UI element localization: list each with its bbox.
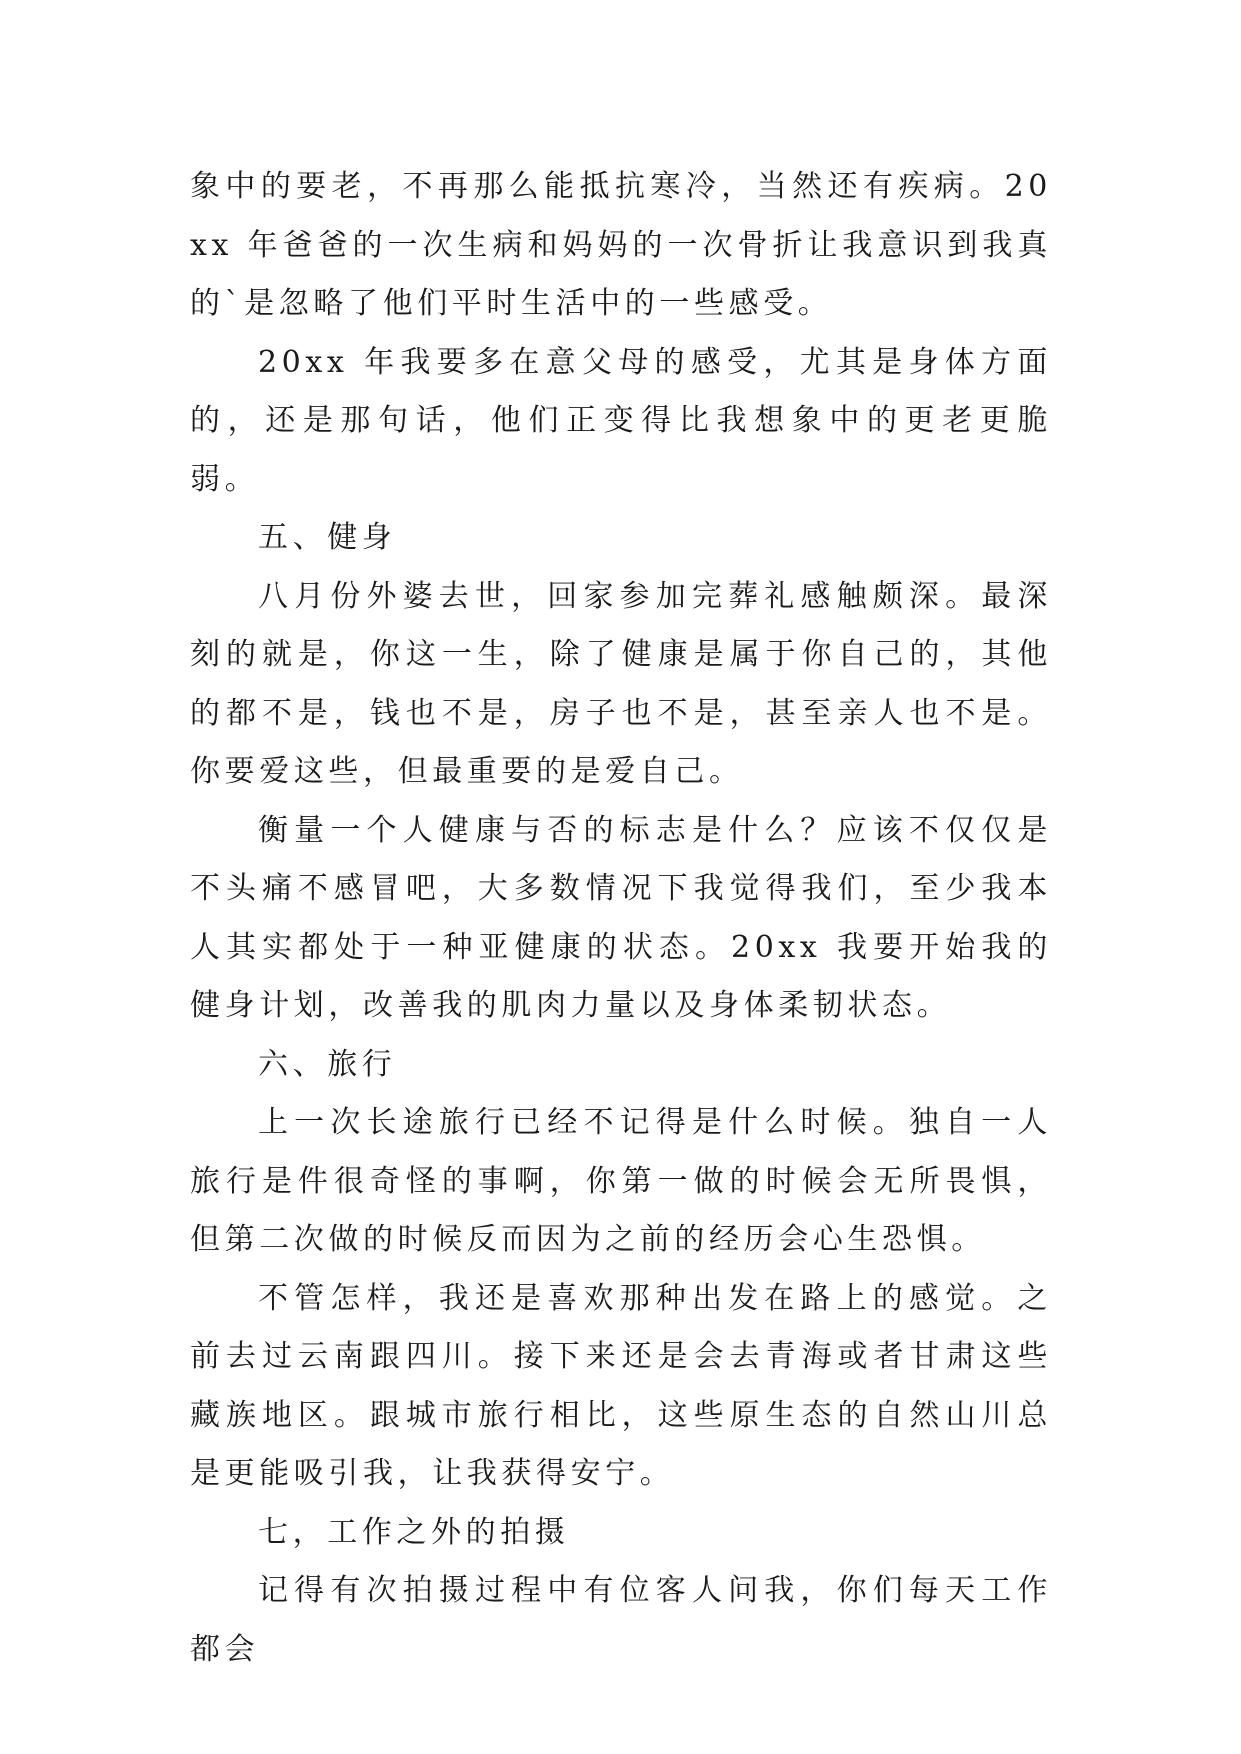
- paragraph-travel-plan: 不管怎样，我还是喜欢那种出发在路上的感觉。之前去过云南跟四川。接下来还是会去青海或者甘肃这些藏族地区。跟城市旅行相比，这些原生态的自然山川总是更能吸引我，让我获得安宁。: [190, 1280, 1052, 1491]
- section-heading-photography: 七，工作之外的拍摄: [258, 1514, 570, 1550]
- section-heading-travel: 六、旅行: [258, 1046, 397, 1082]
- section-heading-fitness: 五、健身: [258, 520, 397, 555]
- document-body: [190, 158, 1052, 1679]
- paragraph-fitness-plan: 衡量一个人健康与否的标志是什么？应该不仅仅是不头痛不感冒吧，大多数情况下我觉得我们，至少我本人其实都处于一种亚健康的状态。20xx 我要开始我的健身计划，改善我的肌肉力量以及身体柔韧状态。: [190, 812, 1052, 1023]
- paragraph-fitness-reflection: 八月份外婆去世，回家参加完葬礼感触颇深。最深刻的就是，你这一生，除了健康是属于你自己的，其他的都不是，钱也不是，房子也不是，甚至亲人也不是。你要爱这些，但最重要的是爱自己。: [190, 578, 1052, 789]
- paragraph-parents-care: 20xx 年我要多在意父母的感受，尤其是身体方面的，还是那句话，他们正变得比我想象中的更老更脆弱。: [190, 344, 1052, 497]
- paragraph-photography-intro: 记得有次拍摄过程中有位客人问我，你们每天工作都会: [190, 1573, 1052, 1667]
- paragraph-travel-memory: 上一次长途旅行已经不记得是什么时候。独自一人旅行是件很奇怪的事啊，你第一做的时候会无所畏惧，但第二次做的时候反而因为之前的经历会心生恐惧。: [190, 1105, 1052, 1257]
- paragraph-parents-health-intro: 象中的要老，不再那么能抵抗寒冷，当然还有疾病。20xx 年爸爸的一次生病和妈妈的一次骨折让我意识到我真的`是忽略了他们平时生活中的一些感受。: [190, 169, 1052, 321]
